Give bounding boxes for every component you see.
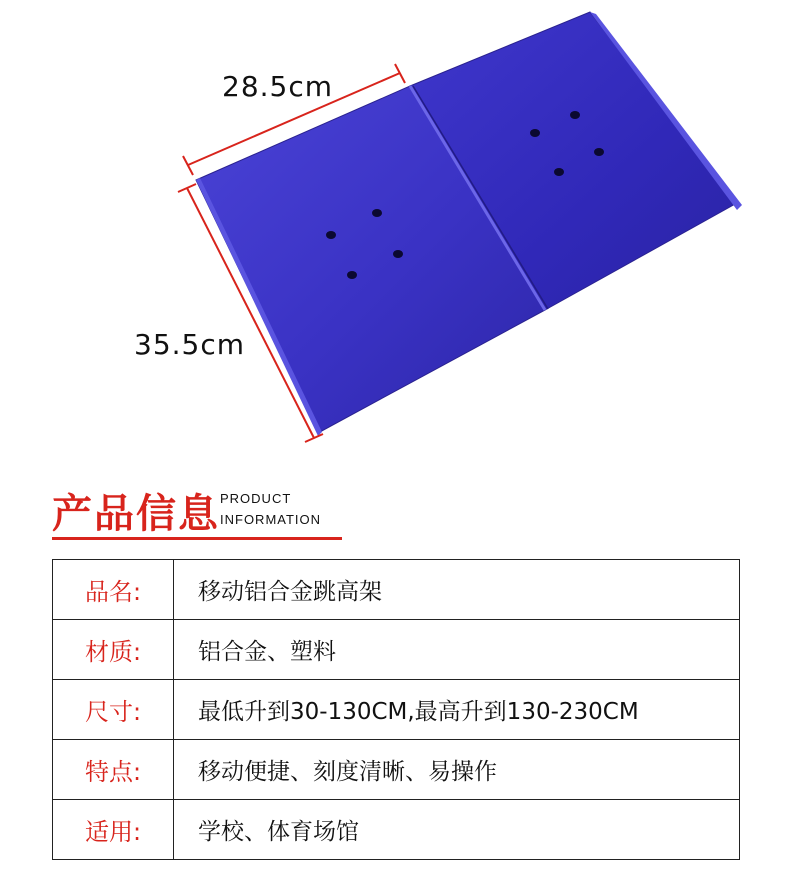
spec-key: 适用: (53, 800, 174, 860)
table-row (53, 560, 740, 620)
spec-value: 学校、体育场馆 (174, 800, 740, 860)
spec-value: 移动便捷、刻度清晰、易操作 (174, 740, 740, 800)
section-title-en-line1: PRODUCT (220, 491, 292, 506)
spec-key: 材质: (53, 620, 174, 680)
spec-value: 铝合金、塑料 (174, 620, 740, 680)
section-header (52, 478, 352, 538)
table-row (53, 800, 740, 860)
table-row (53, 620, 740, 680)
spec-value: 移动铝合金跳高架 (174, 560, 740, 620)
spec-key: 尺寸: (53, 680, 174, 740)
spec-key: 特点: (53, 740, 174, 800)
table-row (53, 680, 740, 740)
section-title-en-line2: INFORMATION (220, 512, 322, 527)
spec-key: 品名: (53, 560, 174, 620)
spec-table (52, 559, 740, 860)
length-label: 35.5cm (134, 328, 246, 361)
width-label: 28.5cm (222, 70, 334, 103)
table-row (53, 740, 740, 800)
spec-value: 最低升到30-130CM,最高升到130-230CM (174, 680, 740, 740)
section-title-en (220, 488, 321, 530)
section-underline (52, 537, 342, 540)
section-title-cn: 产品信息 (52, 491, 220, 537)
